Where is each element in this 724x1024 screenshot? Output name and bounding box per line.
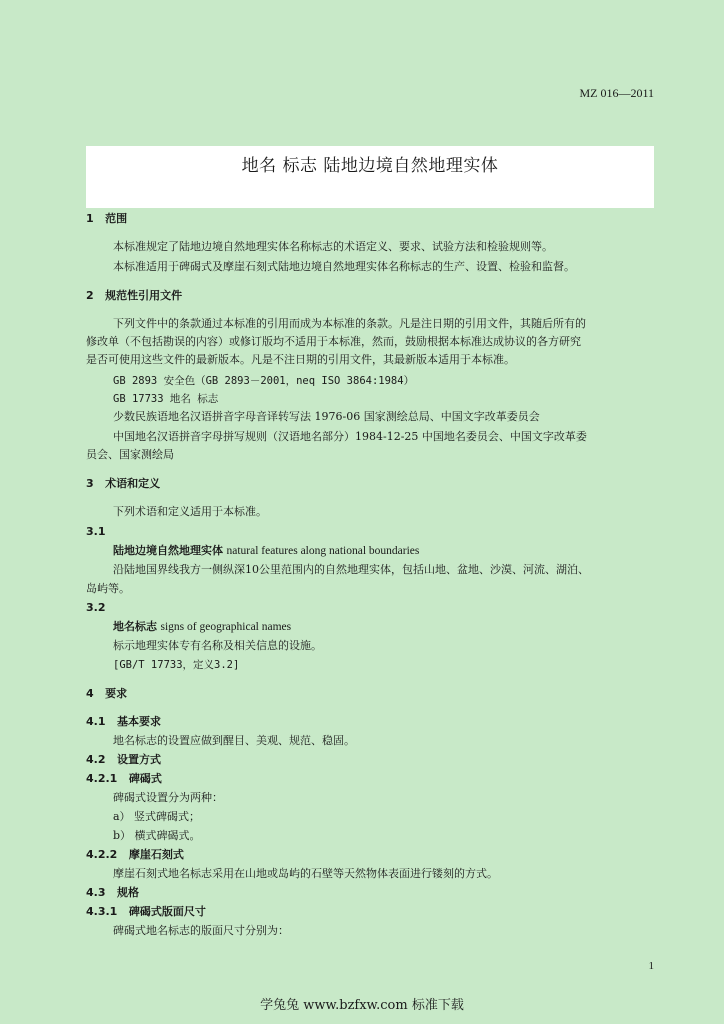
section-1-heading: 1 范围: [86, 212, 128, 225]
paragraph: 是否可使用这些文件的最新版本。凡是不注日期的引用文件，其最新版本适用于本标准。: [86, 353, 515, 366]
term-entry: 地名标志 signs of geographical names: [113, 620, 292, 633]
footer-watermark: 学兔兔 www.bzfxw.com 标准下载: [260, 998, 464, 1013]
reference-item: GB 2893 安全色（GB 2893－2001，neq ISO 3864:1984）: [113, 375, 415, 387]
page-title: 地名 标志 陆地边境自然地理实体: [241, 156, 499, 176]
paragraph: 碑碣式设置分为两种：: [113, 791, 223, 804]
paragraph: 本标准规定了陆地边境自然地理实体名称标志的术语定义、要求、试验方法和检验规则等。: [113, 240, 553, 253]
reference-item: 中国地名汉语拼音字母拼写规则（汉语地名部分）1984-12-25 中国地名委员会、中国文字改革委: [113, 430, 587, 443]
subsection-heading: 4.2.1 碑碣式: [86, 772, 162, 785]
subsection-heading: 4.3.1 碑碣式版面尺寸: [86, 905, 206, 918]
paragraph: 摩崖石刻式地名标志采用在山地或岛屿的石壁等天然物体表面进行镂刻的方式。: [113, 867, 498, 880]
list-item: b） 横式碑碣式。: [113, 829, 201, 842]
list-item: a） 竖式碑碣式；: [113, 810, 201, 823]
section-4-heading: 4 要求: [86, 687, 128, 700]
paragraph: 本标准适用于碑碣式及摩崖石刻式陆地边境自然地理实体名称标志的生产、设置、检验和监督。: [113, 260, 575, 273]
subsection-heading: 4.2 设置方式: [86, 753, 161, 766]
term-definition: 沿陆地国界线我方一侧纵深10公里范围内的自然地理实体，包括山地、盆地、沙漠、河流、湖泊、: [113, 563, 589, 576]
section-3-heading: 3 术语和定义: [86, 477, 161, 490]
paragraph: 下列文件中的条款通过本标准的引用而成为本标准的条款。凡是注日期的引用文件，其随后所有的: [113, 317, 586, 330]
standard-code: MZ 016—2011: [579, 86, 654, 100]
reference-item: GB 17733 地名 标志: [113, 393, 219, 405]
paragraph: 下列术语和定义适用于本标准。: [113, 505, 267, 518]
paragraph: 碑碣式地名标志的版面尺寸分别为：: [113, 924, 289, 937]
subsection-heading: 4.2.2 摩崖石刻式: [86, 848, 184, 861]
subsection-heading: 4.3 规格: [86, 886, 139, 899]
term-number: 3.2: [86, 601, 106, 614]
subsection-heading: 4.1 基本要求: [86, 715, 161, 728]
term-source: [GB/T 17733，定义3.2]: [113, 659, 240, 671]
paragraph: 修改单（不包括勘误的内容）或修订版均不适用于本标准，然而，鼓励根据本标准达成协议的各方研究: [86, 335, 581, 348]
paragraph: 地名标志的设置应做到醒目、美观、规范、稳固。: [113, 734, 355, 747]
title-box: [86, 146, 654, 208]
term-definition: 标示地理实体专有名称及相关信息的设施。: [113, 639, 322, 652]
section-2-heading: 2 规范性引用文件: [86, 289, 183, 302]
term-number: 3.1: [86, 525, 106, 538]
term-definition: 岛屿等。: [86, 582, 130, 595]
reference-item: 员会、国家测绘局: [86, 448, 174, 461]
term-entry: 陆地边境自然地理实体 natural features along national boundaries: [113, 544, 420, 557]
reference-item: 少数民族语地名汉语拼音字母音译转写法 1976-06 国家测绘总局、中国文字改革委员会: [113, 410, 540, 423]
page-number: 1: [648, 960, 654, 972]
